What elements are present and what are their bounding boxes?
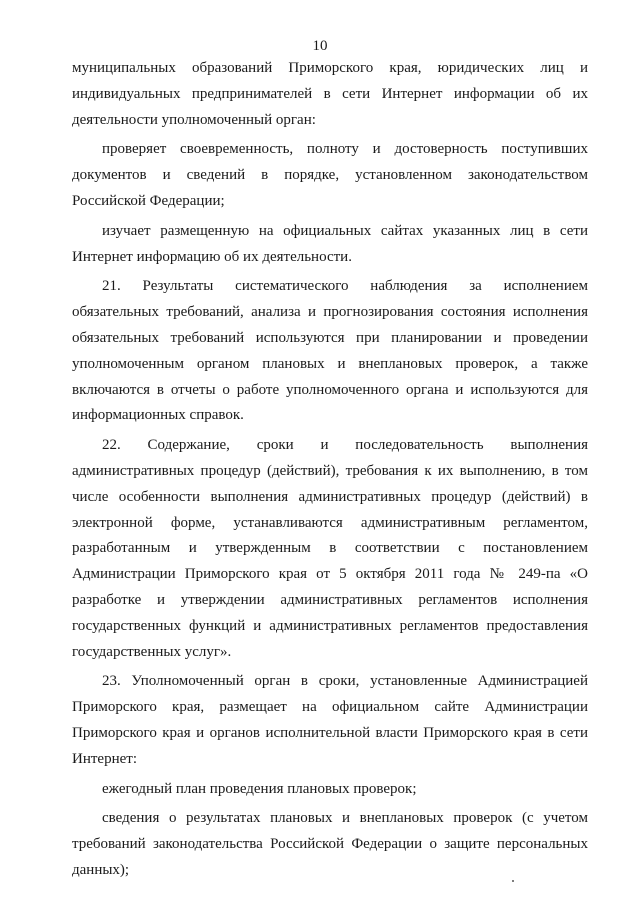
text-line: административных процедур (действий), требования к их выполнению, в том xyxy=(72,462,588,479)
text-line: сведения о результатах плановых и внеплановых проверок (с учетом xyxy=(102,810,588,827)
paragraph xyxy=(72,806,588,883)
text-line: Российской Федерации; xyxy=(72,192,225,209)
text-line: индивидуальных предпринимателей в сети Интернет информации об их xyxy=(72,85,588,102)
text-line: государственных функций и административных регламентов предоставления xyxy=(72,617,588,634)
paragraph xyxy=(72,137,588,214)
page-number: 10 xyxy=(312,38,328,54)
paragraph xyxy=(72,777,588,803)
text-line: обязательных требований, анализа и прогнозирования состояния исполнения xyxy=(72,304,588,321)
paragraph xyxy=(72,433,588,665)
text-line: разработанным и утвержденным в соответствии с постановлением xyxy=(72,540,588,557)
text-line: государственных услуг». xyxy=(72,643,232,660)
text-line: Приморского края и органов исполнительной власти Приморского края в сети xyxy=(72,724,588,741)
text-line: проверяет своевременность, полноту и достоверность поступивших xyxy=(102,141,588,158)
text-line: Приморского края, размещает на официальном сайте Администрации xyxy=(72,699,588,716)
text-line: разработке и утверждении административных регламентов исполнения xyxy=(72,591,588,608)
text-line: требований законодательства Российской Федерации о защите персональных xyxy=(72,836,588,853)
text-line: документов и сведений в порядке, установленном законодательством xyxy=(72,167,588,184)
text-line: 23. Уполномоченный орган в сроки, установленные Администрацией xyxy=(102,673,588,690)
paragraph xyxy=(72,274,588,429)
text-line: 22. Содержание, сроки и последовательность выполнения xyxy=(102,437,588,454)
paragraph xyxy=(72,669,588,772)
text-line: Интернет информацию об их деятельности. xyxy=(72,248,352,265)
text-line: муниципальных образований Приморского края, юридических лиц и xyxy=(72,60,588,76)
text-line: изучает размещенную на официальных сайтах указанных лиц в сети xyxy=(102,222,588,239)
text-line: Администрации Приморского края от 5 октября 2011 года № 249-па «О xyxy=(72,566,588,583)
text-line: информационных справок. xyxy=(72,407,244,424)
paragraph xyxy=(72,219,588,271)
paragraph xyxy=(72,56,588,133)
text-line: ежегодный план проведения плановых проверок; xyxy=(102,780,417,797)
text-line: электронной форме, устанавливаются административным регламентом, xyxy=(72,514,588,531)
text-line: 21. Результаты систематического наблюдения за исполнением xyxy=(102,278,588,295)
scan-speck xyxy=(512,880,514,882)
text-line: числе особенности выполнения административных процедур (действий) в xyxy=(72,488,588,505)
text-line: деятельности уполномоченный орган: xyxy=(72,111,316,128)
text-line: уполномоченным органом плановых и внеплановых проверок, а также xyxy=(72,355,588,372)
text-line: Интернет: xyxy=(72,750,137,767)
text-line: обязательных требований используются при планировании и проведении xyxy=(72,329,588,346)
text-line: данных); xyxy=(72,861,130,878)
text-line: включаются в отчеты о работе уполномоченного органа и используются для xyxy=(72,381,588,398)
document-body xyxy=(72,56,588,884)
